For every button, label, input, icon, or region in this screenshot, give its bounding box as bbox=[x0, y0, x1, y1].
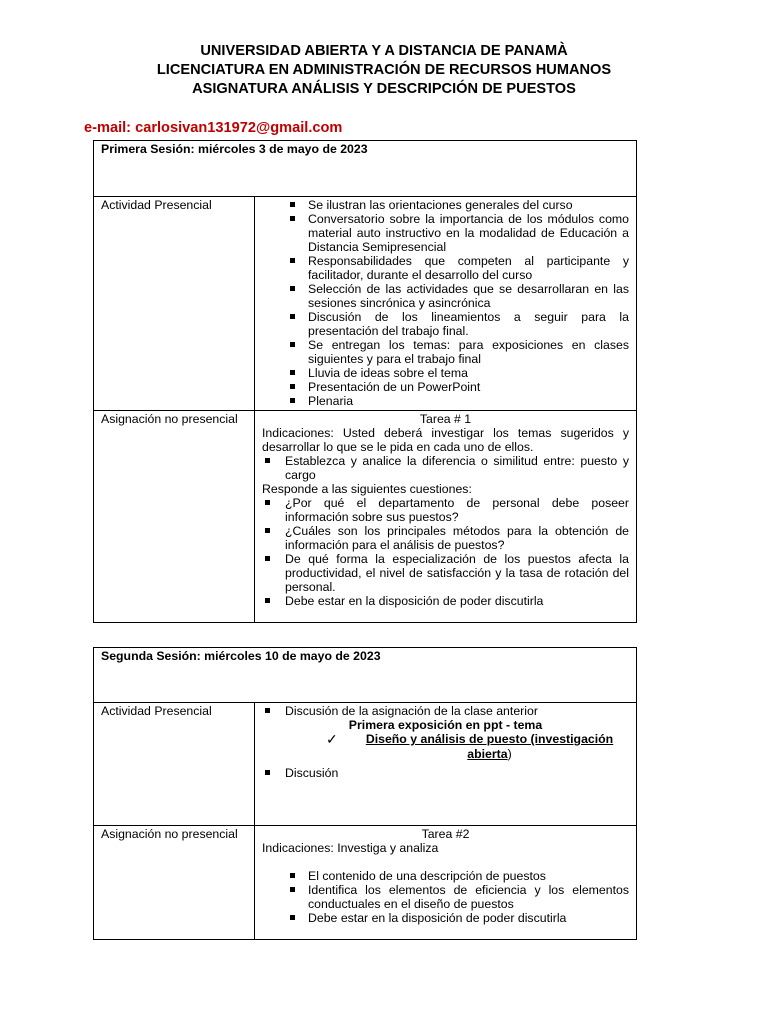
exposition-topic-paren: ) bbox=[507, 747, 512, 761]
list-item: Lluvia de ideas sobre el tema bbox=[262, 366, 629, 380]
list-item: Discusión de los lineamientos a seguir para la presentación del trabajo final. bbox=[262, 310, 629, 338]
session1-assignment-label: Asignación no presencial bbox=[94, 411, 255, 623]
course-name: ASIGNATURA ANÁLISIS Y DESCRIPCIÓN DE PUESTOS bbox=[192, 81, 576, 97]
session2-title: Segunda Sesión: miércoles 10 de mayo de 2023 bbox=[94, 648, 637, 703]
session2-activity-list bbox=[262, 704, 629, 718]
session1-activity-list-cell bbox=[255, 197, 637, 411]
list-item: Conversatorio sobre la importancia de los módulos como material auto instructivo en la modalidad de Educación a Distancia Semipresencial bbox=[262, 212, 629, 254]
session1-task-title: Tarea # 1 bbox=[419, 412, 472, 426]
exposition-topic-line1: Diseño y análisis de puesto (investigación bbox=[365, 732, 614, 746]
session1-bullet-list bbox=[262, 454, 629, 482]
session1-instructions: Indicaciones: Usted deberá investigar los temas sugeridos y desarrollar lo que se le pida en cada uno de ellos. bbox=[262, 426, 629, 454]
exposition-topic bbox=[262, 732, 629, 762]
list-item: Responsabilidades que competen al participante y facilitador, durante el desarrollo del curso bbox=[262, 254, 629, 282]
session2-task-title: Tarea #2 bbox=[421, 827, 470, 841]
list-item: Debe estar en la disposición de poder discutirla bbox=[262, 911, 629, 925]
session2-table bbox=[93, 647, 637, 940]
session2-activity-label: Actividad Presencial bbox=[94, 703, 255, 826]
session1-activity-list bbox=[262, 198, 629, 408]
list-item: Plenaria bbox=[262, 394, 629, 408]
list-item: Presentación de un PowerPoint bbox=[262, 380, 629, 394]
session2-item-list bbox=[262, 869, 629, 925]
session2-instructions: Indicaciones: Investiga y analiza bbox=[262, 841, 439, 855]
list-item: Selección de las actividades que se desarrollaran en las sesiones sincrónica y asincrónica bbox=[262, 282, 629, 310]
list-item: Identifica los elementos de eficiencia y los elementos conductuales en el diseño de puestos bbox=[262, 883, 629, 911]
session2-assignment-label: Asignación no presencial bbox=[94, 826, 255, 940]
session2-activity-list-2 bbox=[262, 766, 629, 780]
list-item: Discusión bbox=[262, 766, 629, 780]
exposition-topic-line2: abierta bbox=[467, 747, 508, 761]
email-contact: e-mail: carlosivan131972@gmail.com bbox=[84, 120, 343, 136]
degree-name: LICENCIATURA EN ADMINISTRACIÓN DE RECURSOS HUMANOS bbox=[156, 62, 612, 78]
session1-question-list bbox=[262, 496, 629, 608]
session1-respond-text: Responde a las siguientes cuestiones: bbox=[262, 482, 472, 496]
session2-activity-cell bbox=[255, 703, 637, 826]
list-item: Establezca y analice la diferencia o similitud entre: puesto y cargo bbox=[262, 454, 629, 482]
list-item: El contenido de una descripción de puestos bbox=[262, 869, 629, 883]
session1-assignment-cell bbox=[255, 411, 637, 623]
list-item: ¿Cuáles son los principales métodos para la obtención de información para el análisis de puestos? bbox=[262, 524, 629, 552]
document-header bbox=[0, 42, 768, 99]
session1-table bbox=[93, 140, 637, 623]
session2-assignment-cell bbox=[255, 826, 637, 940]
list-item: De qué forma la especialización de los puestos afecta la productividad, el nivel de satisfacción y la tasa de rotación del personal. bbox=[262, 552, 629, 594]
list-item: Debe estar en la disposición de poder discutirla bbox=[262, 594, 629, 608]
list-item: Discusión de la asignación de la clase anterior bbox=[262, 704, 629, 718]
checkmark-icon: ✓ bbox=[326, 731, 338, 747]
session1-activity-label: Actividad Presencial bbox=[94, 197, 255, 411]
list-item: ¿Por qué el departamento de personal debe poseer información sobre sus puestos? bbox=[262, 496, 629, 524]
session1-title: Primera Sesión: miércoles 3 de mayo de 2023 bbox=[94, 141, 637, 197]
list-item: Se entregan los temas: para exposiciones en clases siguientes y para el trabajo final bbox=[262, 338, 629, 366]
university-name: UNIVERSIDAD ABIERTA Y A DISTANCIA DE PANAMÀ bbox=[200, 43, 568, 59]
list-item: Se ilustran las orientaciones generales del curso bbox=[262, 198, 629, 212]
exposition-title: Primera exposición en ppt - tema bbox=[348, 718, 543, 732]
